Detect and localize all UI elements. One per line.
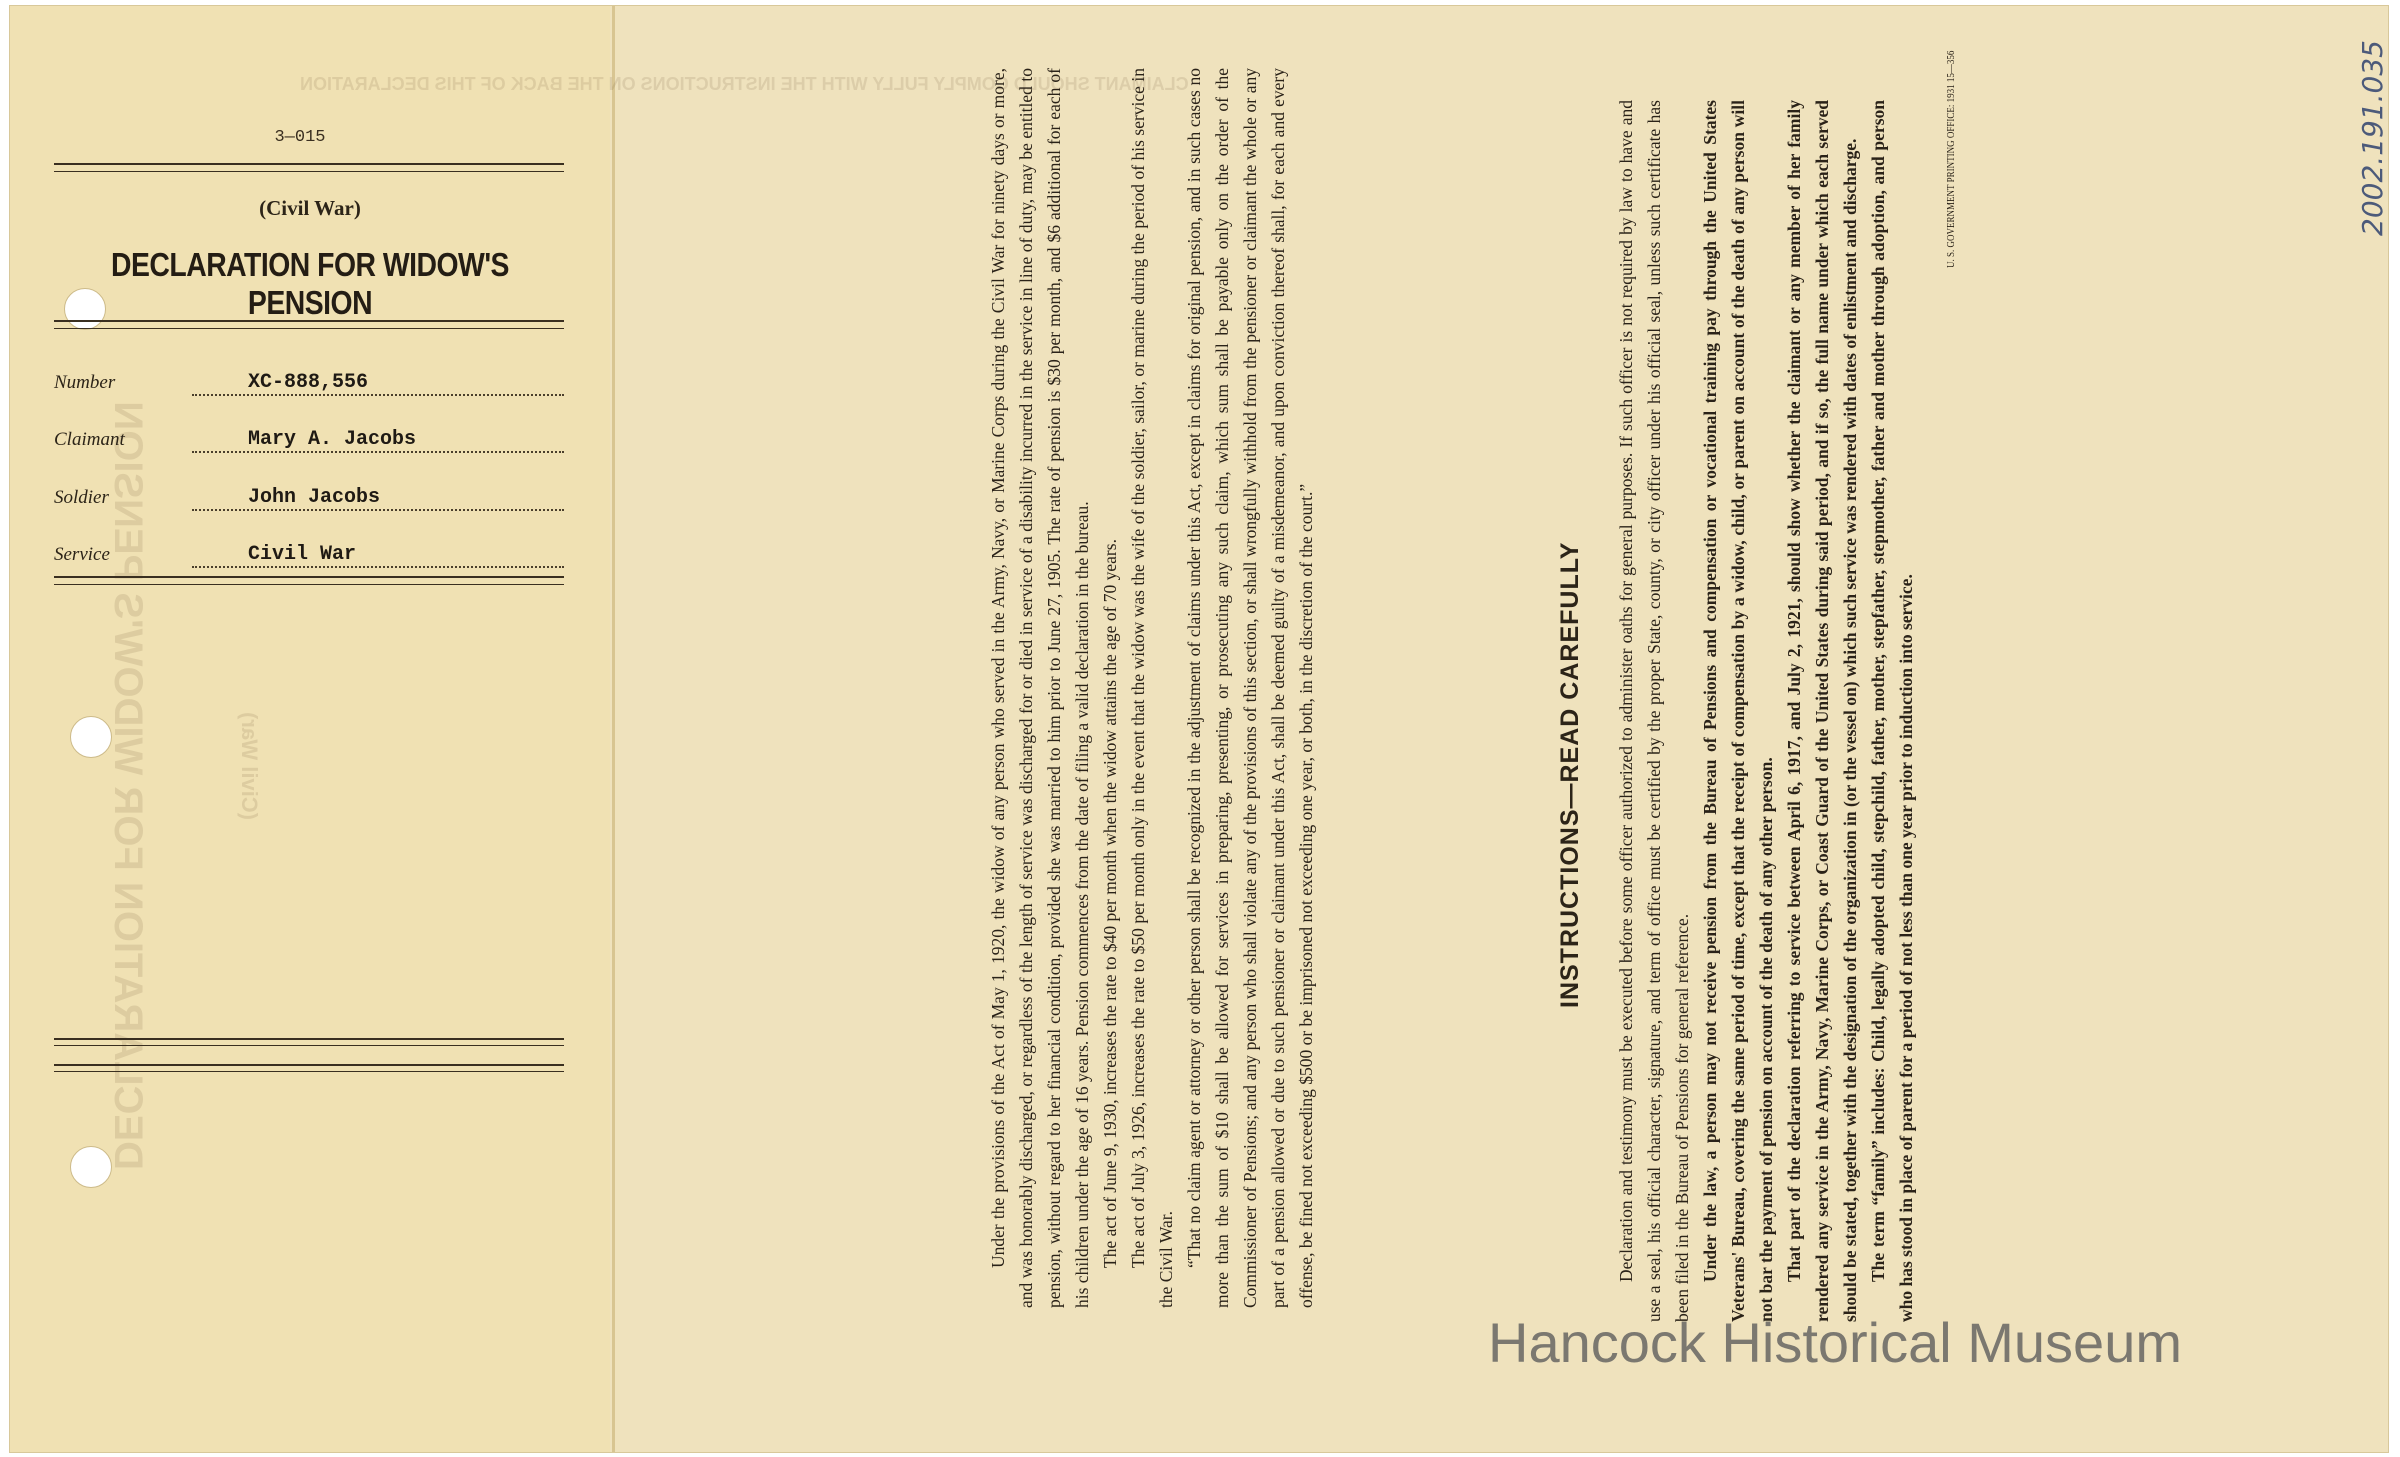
- law-paragraph-3: The act of July 3, 1926, increases the rate to $50 per month only in the event that the widow was the wife of the soldier, sailor, or marine during the period of his service in the Civil War.: [1128, 68, 1176, 1308]
- instructions-paragraph-4: The term “family” includes: Child, legally adopted child, stepchild, father, mother, stepfather, stepmother, father and mother through adoption, and person who has stood in place of parent for a period of not less than one year prior to induction into service.: [1868, 100, 1916, 1322]
- pension-law-text: [984, 68, 1320, 1308]
- law-paragraph-4: “That no claim agent or attorney or other person shall be recognized in the adjustment of claims under this Act, except in claims for original pension, and in such cases no more than the sum of $10 shall be allowed for services in preparing, presenting, or prosecuting any such claim, which sum shall be payable only on the order of the Commissioner of Pensions; and any person who shall violate any of the provisions of this section, or shall wrongfully withhold from the pensioner or claimant the whole or any part of a pension allowed or due to such pensioner or claimant under this Act, shall be deemed guilty of a misdemeanor, and upon conviction thereof shall, for each and every offense, be fined not exceeding $500 or be imprisoned not exceeding one year, or both, in the discretion of the court.”: [1184, 68, 1316, 1308]
- form-number: 3—015: [274, 128, 326, 147]
- claimant-value: Mary A. Jacobs: [192, 428, 564, 453]
- service-field: [54, 538, 564, 570]
- cover-fields-rule: [54, 576, 564, 585]
- instructions-paragraph-1: Declaration and testimony must be executed before some officer authorized to administer oaths for general purposes. If such officer is not required by law to have and use a seal, his official character, signature, and term of office must be certified by the proper State, county, or city officer under his official seal, unless such certificate has been filed in the Bureau of Pensions for general reference.: [1616, 100, 1692, 1322]
- number-field: [54, 366, 564, 398]
- service-label: Service: [54, 544, 110, 565]
- instructions-text: [1612, 100, 1920, 1322]
- cover-title-rule: [54, 320, 564, 329]
- instructions-paragraph-3: That part of the declaration referring to service between April 6, 1917, and July 2, 1921, should show whether the claimant or any member of her family rendered any service in the Army, Navy, Marine Corps, or Coast Guard of the United States during said period, and if so, the full name under which each served should be stated, together with the designation of the organization in (or the vessel on) which such service was rendered with dates of enlistment and discharge.: [1784, 100, 1860, 1322]
- law-paragraph-2: The act of June 9, 1930, increases the rate to $40 per month when the widow attains the age of 70 years.: [1100, 539, 1120, 1268]
- museum-watermark: Hancock Historical Museum: [1488, 1311, 2182, 1374]
- number-label: Number: [54, 372, 116, 393]
- soldier-label: Soldier: [54, 487, 109, 508]
- bleed-through-banner: CLAIMANT SHOULD COMPLY FULLY WITH THE INSTRUCTIONS ON THE BACK OF THIS DECLARATION: [300, 74, 1189, 94]
- soldier-value: John Jacobs: [192, 486, 564, 511]
- service-value: Civil War: [192, 543, 564, 568]
- cover-bottom-rule-1: [54, 1038, 564, 1046]
- claimant-field: [54, 423, 564, 455]
- printer-imprint: U. S. GOVERNMENT PRINTING OFFICE: 1931 15—356: [1946, 50, 1957, 268]
- instructions-paragraph-2: Under the law, a person may not receive pension from the Bureau of Pensions and compensation or vocational training pay through the United States Veterans' Bureau, covering the same period of time, except that the receipt of compensation by a widow, child, or parent on account of the death of any person will not bar the payment of pension on account of the death of any other person.: [1700, 100, 1776, 1322]
- cover-subtitle: (Civil War): [259, 196, 361, 220]
- bleed-through-title: DECLARATION FOR WIDOW'S PENSION: [106, 401, 150, 1170]
- law-paragraph-1: Under the provisions of the Act of May 1, 1920, the widow of any person who served in the Army, Navy, or Marine Corps during the Civil War for ninety days or more, and was honorably discharged, or regardless of the length of service was discharged for or died in service of a disability incurred in the service in line of duty, may be entitled to pension, without regard to her financial condition, provided she was married to him prior to June 27, 1905. The rate of pension is $30 per month, and $6 additional for each of his children under the age of 16 years. Pension commences from the date of filing a valid declaration in the bureau.: [988, 68, 1092, 1308]
- bleed-through-subtitle: (Civil War): [237, 712, 262, 820]
- cover-title: DECLARATION FOR WIDOW'S PENSION: [111, 246, 509, 321]
- cover-top-rule: [54, 163, 564, 172]
- soldier-field: [54, 481, 564, 513]
- handwritten-accession-number: 2002.191.035: [2356, 40, 2389, 236]
- number-value: XC-888,556: [192, 371, 564, 396]
- cover-bottom-rule-2: [54, 1064, 564, 1072]
- instructions-heading: INSTRUCTIONS—READ CAREFULLY: [1556, 541, 1584, 1008]
- fold-crease: [612, 6, 615, 1452]
- claimant-label: Claimant: [54, 429, 125, 450]
